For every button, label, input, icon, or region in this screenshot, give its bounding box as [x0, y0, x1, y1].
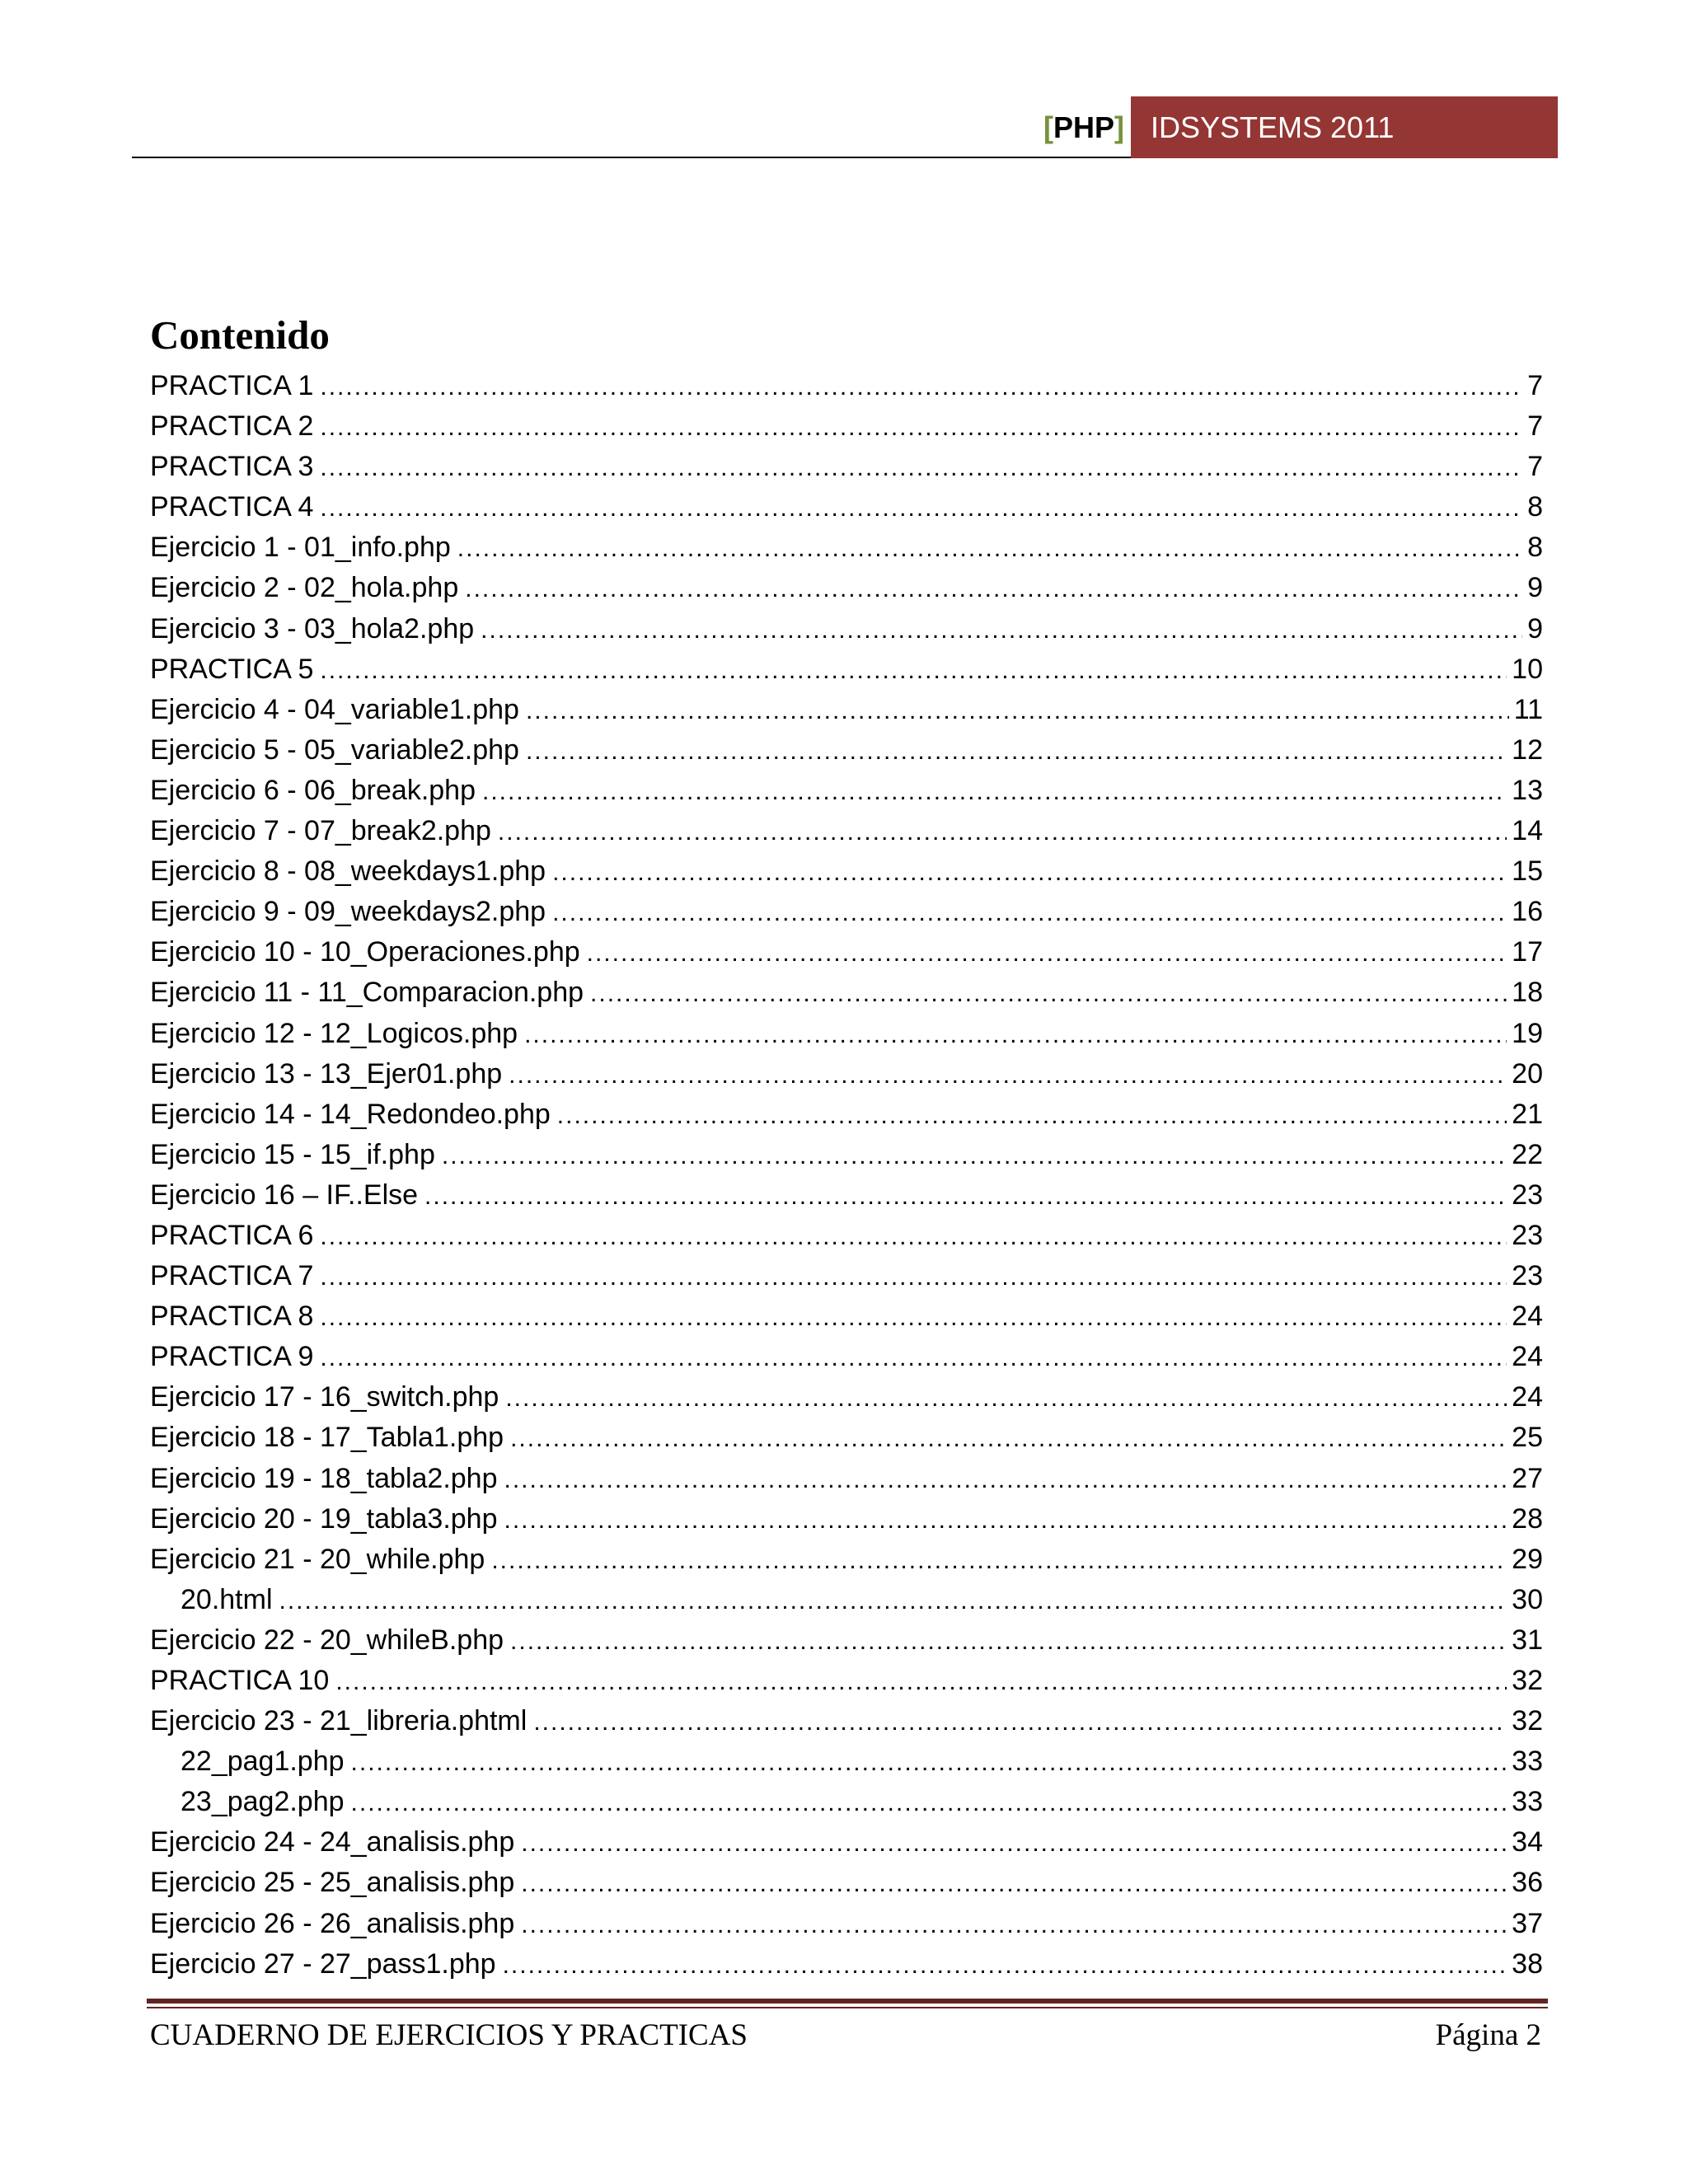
- toc-entry[interactable]: [150, 487, 1543, 527]
- toc-dot-leader: [320, 407, 1522, 447]
- toc-entry-label: Ejercicio 3 - 03_hola2.php: [150, 612, 475, 644]
- toc-dot-leader: [552, 852, 1507, 892]
- toc-entry[interactable]: [150, 1377, 1543, 1418]
- toc-entry[interactable]: [150, 649, 1543, 690]
- toc-entry-page: 10: [1512, 653, 1543, 685]
- toc-entry-label: Ejercicio 11 - 11_Comparacion.php: [150, 977, 584, 1009]
- toc-entry[interactable]: [150, 1782, 1543, 1822]
- toc-entry-page: 20: [1512, 1057, 1543, 1090]
- toc-entry-label: Ejercicio 5 - 05_variable2.php: [150, 733, 519, 766]
- toc-dot-leader: [320, 1338, 1507, 1377]
- toc-dot-leader: [335, 1661, 1507, 1701]
- toc-entry[interactable]: [150, 771, 1543, 811]
- toc-dot-leader: [320, 1257, 1507, 1296]
- toc-entry-label: Ejercicio 15 - 15_if.php: [150, 1138, 435, 1170]
- toc-dot-leader: [587, 933, 1507, 972]
- toc-dot-leader: [465, 569, 1522, 608]
- toc-entry[interactable]: [150, 851, 1543, 892]
- toc-dot-leader: [590, 973, 1507, 1013]
- toc-entry[interactable]: [150, 1540, 1543, 1580]
- toc-entry-label: Ejercicio 26 - 26_analisis.php: [150, 1907, 515, 1939]
- toc-entry-page: 23: [1512, 1179, 1543, 1211]
- toc-entry-label: PRACTICA 7: [150, 1260, 314, 1292]
- toc-entry[interactable]: [150, 730, 1543, 771]
- toc-entry-page: 7: [1527, 451, 1543, 483]
- toc-entry[interactable]: [150, 1701, 1543, 1741]
- toc-entry-label: Ejercicio 10 - 10_Operaciones.php: [150, 936, 580, 968]
- footer-rule-thin: [147, 2007, 1548, 2008]
- toc-entry-label: PRACTICA 8: [150, 1301, 314, 1333]
- toc-entry-label: Ejercicio 12 - 12_Logicos.php: [150, 1017, 518, 1049]
- toc-entry-label: Ejercicio 23 - 21_libreria.phtml: [150, 1705, 528, 1737]
- toc-entry-label: Ejercicio 18 - 17_Tabla1.php: [150, 1422, 504, 1454]
- toc-dot-leader: [526, 691, 1509, 730]
- toc-dot-leader: [491, 1540, 1507, 1580]
- footer-page-number: Página 2: [1435, 2018, 1541, 2052]
- toc-entry-label: 22_pag1.php: [181, 1746, 345, 1778]
- toc-entry-page: 15: [1512, 855, 1543, 888]
- page-header: [132, 96, 1558, 158]
- toc-entry[interactable]: [150, 406, 1543, 447]
- toc-entry[interactable]: [150, 609, 1543, 649]
- toc-entry-label: PRACTICA 5: [150, 653, 314, 685]
- toc-entry[interactable]: [150, 1499, 1543, 1540]
- toc-dot-leader: [503, 1945, 1507, 1985]
- toc-dot-leader: [482, 771, 1507, 811]
- toc-entry-page: 16: [1512, 896, 1543, 928]
- toc-dot-leader: [442, 1136, 1507, 1175]
- toc-entry-label: Ejercicio 24 - 24_analisis.php: [150, 1826, 515, 1858]
- toc-entry-label: Ejercicio 13 - 13_Ejer01.php: [150, 1057, 503, 1090]
- header-php-label: [1043, 96, 1124, 158]
- toc-entry-label: PRACTICA 9: [150, 1341, 314, 1373]
- toc-dot-leader: [320, 367, 1522, 406]
- toc-dot-leader: [557, 1095, 1507, 1135]
- toc-dot-leader: [505, 1378, 1507, 1418]
- toc-entry-page: 36: [1512, 1867, 1543, 1899]
- toc-entry[interactable]: [150, 1135, 1543, 1175]
- toc-dot-leader: [424, 1176, 1507, 1216]
- toc-entry-label: Ejercicio 21 - 20_while.php: [150, 1543, 485, 1575]
- header-brand-box: IDSYSTEMS 2011: [1131, 96, 1558, 158]
- toc-entry-label: Ejercicio 4 - 04_variable1.php: [150, 693, 519, 725]
- toc-dot-leader: [320, 448, 1522, 487]
- toc-dot-leader: [351, 1742, 1507, 1782]
- toc-dot-leader: [320, 650, 1507, 690]
- toc-entry[interactable]: [150, 1256, 1543, 1296]
- toc-entry[interactable]: [150, 972, 1543, 1013]
- toc-entry-label: Ejercicio 7 - 07_break2.php: [150, 815, 491, 847]
- toc-entry[interactable]: [150, 1175, 1543, 1216]
- toc-entry-label: Ejercicio 2 - 02_hola.php: [150, 572, 459, 604]
- toc-dot-leader: [498, 812, 1507, 851]
- toc-entry[interactable]: [150, 1054, 1543, 1094]
- toc-dot-leader: [510, 1418, 1507, 1458]
- toc-dot-leader: [279, 1581, 1507, 1620]
- toc-entry[interactable]: [150, 690, 1543, 730]
- toc-entry-label: Ejercicio 20 - 19_tabla3.php: [150, 1502, 498, 1535]
- toc-entry[interactable]: [150, 811, 1543, 851]
- toc-entry-page: 38: [1512, 1947, 1543, 1980]
- toc-dot-leader: [320, 1216, 1507, 1256]
- toc-entry-label: Ejercicio 1 - 01_info.php: [150, 532, 451, 564]
- toc-dot-leader: [481, 610, 1522, 649]
- toc-entry-page: 22: [1512, 1138, 1543, 1170]
- toc-entry-page: 37: [1512, 1907, 1543, 1939]
- toc-entry-page: 11: [1513, 693, 1543, 725]
- toc-entry[interactable]: [150, 1094, 1543, 1135]
- toc-entry-label: Ejercicio 25 - 25_analisis.php: [150, 1867, 515, 1899]
- toc-entry-page: 13: [1512, 774, 1543, 806]
- toc-entry-page: 23: [1512, 1219, 1543, 1251]
- toc-entry[interactable]: [150, 1661, 1543, 1701]
- footer-document-title: CUADERNO DE EJERCICIOS Y PRACTICAS: [150, 2018, 748, 2052]
- footer-rule-thick: [147, 1999, 1548, 2004]
- toc-dot-leader: [510, 1621, 1507, 1661]
- toc-entry-label: Ejercicio 27 - 27_pass1.php: [150, 1947, 496, 1980]
- toc-dot-leader: [526, 731, 1507, 771]
- toc-entry-page: 34: [1512, 1826, 1543, 1858]
- toc-dot-leader: [504, 1460, 1507, 1499]
- toc-entry-page: 24: [1512, 1381, 1543, 1413]
- toc-entry-page: 14: [1512, 815, 1543, 847]
- toc-entry-label: PRACTICA 2: [150, 410, 314, 443]
- toc-entry[interactable]: [150, 447, 1543, 487]
- toc-entry[interactable]: [150, 1216, 1543, 1256]
- toc-entry-page: 33: [1512, 1746, 1543, 1778]
- toc-entry[interactable]: [150, 1944, 1543, 1985]
- toc-entry-page: 24: [1512, 1341, 1543, 1373]
- toc-entry-page: 8: [1527, 532, 1543, 564]
- toc-entry-label: Ejercicio 19 - 18_tabla2.php: [150, 1462, 498, 1494]
- toc-entry-label: PRACTICA 10: [150, 1665, 330, 1696]
- toc-entry-label: Ejercicio 6 - 06_break.php: [150, 774, 476, 806]
- toc-dot-leader: [552, 893, 1507, 932]
- toc-entry[interactable]: [150, 892, 1543, 932]
- toc-entry-page: 25: [1512, 1422, 1543, 1454]
- toc-dot-leader: [504, 1500, 1507, 1540]
- toc-entry-page: 19: [1512, 1017, 1543, 1049]
- toc-entry-page: 23: [1512, 1260, 1543, 1292]
- toc-entry-page: 7: [1527, 410, 1543, 443]
- toc-entry-label: PRACTICA 1: [150, 370, 314, 401]
- toc-entry-page: 12: [1512, 733, 1543, 766]
- toc-entry[interactable]: [150, 1459, 1543, 1499]
- toc-entry-label: PRACTICA 6: [150, 1219, 314, 1251]
- toc-entry-page: 9: [1527, 572, 1543, 604]
- toc-dot-leader: [509, 1055, 1507, 1094]
- toc-entry[interactable]: [150, 1296, 1543, 1337]
- toc-entry[interactable]: [150, 1741, 1543, 1782]
- toc-entry[interactable]: [150, 1620, 1543, 1661]
- toc-dot-leader: [521, 1863, 1507, 1903]
- toc-dot-leader: [351, 1783, 1507, 1822]
- header-php-text: PHP: [1053, 110, 1114, 144]
- toc-entry[interactable]: [150, 568, 1543, 608]
- toc-dot-leader: [524, 1015, 1507, 1054]
- header-rule: [132, 157, 1131, 158]
- toc-entry-page: 17: [1512, 936, 1543, 968]
- toc-title: Contenido: [150, 312, 330, 358]
- toc-entry-page: 9: [1527, 612, 1543, 644]
- toc-entry-page: 18: [1512, 977, 1543, 1009]
- toc-entry-page: 27: [1512, 1462, 1543, 1494]
- toc-entry[interactable]: [150, 1822, 1543, 1863]
- header-bracket-close: ]: [1114, 110, 1124, 144]
- toc-entry[interactable]: [150, 366, 1543, 406]
- toc-dot-leader: [533, 1702, 1507, 1741]
- toc-entry-label: PRACTICA 3: [150, 451, 314, 483]
- toc-entry-page: 28: [1512, 1502, 1543, 1535]
- toc-entry-page: 31: [1512, 1624, 1543, 1656]
- toc-entry-label: 20.html: [181, 1583, 273, 1615]
- toc-dot-leader: [320, 488, 1522, 527]
- toc-entry[interactable]: [150, 1418, 1543, 1458]
- toc-entry-label: Ejercicio 9 - 09_weekdays2.php: [150, 896, 546, 928]
- toc-entry-page: 21: [1512, 1098, 1543, 1130]
- toc-entry-label: PRACTICA 4: [150, 491, 314, 523]
- toc-dot-leader: [521, 1823, 1507, 1863]
- toc-dot-leader: [320, 1297, 1507, 1337]
- toc-entry-page: 7: [1527, 370, 1543, 401]
- toc-entry[interactable]: [150, 1863, 1543, 1903]
- toc-entry-label: Ejercicio 14 - 14_Redondeo.php: [150, 1098, 551, 1130]
- toc-entry[interactable]: [150, 932, 1543, 972]
- toc-entry-label: Ejercicio 16 – IF..Else: [150, 1179, 419, 1211]
- toc-entry-page: 29: [1512, 1543, 1543, 1575]
- toc-entry[interactable]: [150, 1014, 1543, 1054]
- toc-dot-leader: [521, 1905, 1507, 1944]
- toc-entry-label: Ejercicio 22 - 20_whileB.php: [150, 1624, 504, 1656]
- toc-entry-page: 33: [1512, 1786, 1543, 1818]
- toc-entry-page: 30: [1512, 1583, 1543, 1615]
- toc-entry-page: 32: [1512, 1665, 1543, 1696]
- toc-entry-page: 32: [1512, 1705, 1543, 1737]
- table-of-contents: [150, 366, 1543, 1985]
- toc-entry-label: Ejercicio 17 - 16_switch.php: [150, 1381, 499, 1413]
- toc-entry-page: 24: [1512, 1301, 1543, 1333]
- toc-entry[interactable]: [150, 1337, 1543, 1377]
- toc-entry-label: 23_pag2.php: [181, 1786, 345, 1818]
- toc-entry[interactable]: [150, 527, 1543, 568]
- toc-dot-leader: [457, 528, 1522, 568]
- header-bracket-open: [: [1043, 110, 1053, 144]
- toc-entry[interactable]: [150, 1580, 1543, 1620]
- toc-entry-page: 8: [1527, 491, 1543, 523]
- toc-entry[interactable]: [150, 1904, 1543, 1944]
- toc-entry-label: Ejercicio 8 - 08_weekdays1.php: [150, 855, 546, 888]
